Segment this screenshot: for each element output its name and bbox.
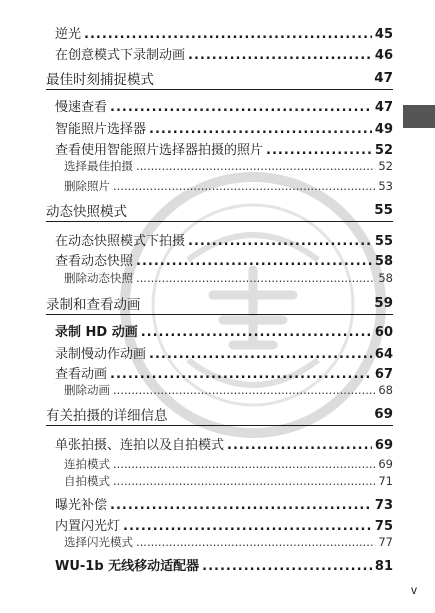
toc-entry[interactable] (55, 23, 393, 42)
toc-subentry[interactable] (64, 178, 393, 194)
entry-page-number: 47 (374, 99, 393, 115)
entry-title: 逆光 (55, 26, 82, 42)
toc-entry[interactable] (55, 363, 393, 382)
entry-page-number: 81 (374, 558, 393, 574)
toc-entry[interactable] (55, 321, 393, 340)
section-page-number: 47 (374, 70, 393, 86)
toc-subentry[interactable] (64, 534, 393, 550)
toc-entry[interactable] (55, 96, 393, 115)
section-page-number: 69 (374, 406, 393, 422)
entry-page-number: 58 (378, 270, 393, 285)
toc-subentry[interactable] (64, 382, 393, 398)
entry-title: 单张拍摄、连拍以及自拍模式 (55, 437, 225, 453)
toc-entry[interactable] (55, 44, 393, 63)
entry-page-number: 53 (378, 178, 393, 193)
dot-leader (84, 27, 372, 42)
entry-page-number: 69 (378, 456, 393, 471)
toc-subentry[interactable] (64, 158, 393, 174)
entry-page-number: 73 (374, 497, 393, 513)
entry-page-number: 60 (374, 324, 393, 340)
entry-title: WU-1b 无线移动适配器 (55, 558, 200, 574)
section-title: 动态快照模式 (46, 204, 127, 220)
entry-page-number: 52 (374, 142, 393, 158)
section-title: 录制和查看动画 (46, 297, 141, 313)
dot-leader (113, 383, 375, 397)
entry-title: 在动态快照模式下拍摄 (55, 233, 186, 249)
section-title: 有关拍摄的详细信息 (46, 408, 168, 424)
dot-leader (110, 100, 372, 115)
dot-leader (149, 122, 372, 137)
entry-title: 删除动态快照 (64, 270, 133, 285)
toc-entry[interactable] (55, 230, 393, 249)
section-page-number: 59 (374, 295, 393, 311)
entry-title: 连拍模式 (64, 456, 110, 471)
entry-title: 录制 HD 动画 (55, 324, 138, 340)
section-heading[interactable] (46, 402, 393, 426)
entry-page-number: 52 (378, 158, 393, 173)
dot-leader (123, 519, 372, 534)
dot-leader (136, 271, 375, 285)
section-heading[interactable] (46, 291, 393, 315)
entry-page-number: 64 (374, 346, 393, 362)
entry-page-number: 75 (374, 518, 393, 534)
entry-title: 录制慢动作动画 (55, 346, 147, 362)
toc-entry[interactable] (55, 434, 393, 453)
entry-page-number: 46 (374, 47, 393, 63)
page-number: v (411, 583, 417, 597)
toc-entry[interactable] (55, 139, 393, 158)
entry-title: 自拍模式 (64, 473, 110, 488)
entry-page-number: 77 (378, 534, 393, 549)
dot-leader (188, 234, 372, 249)
entry-title: 选择最佳拍摄 (64, 158, 133, 173)
dot-leader (110, 367, 372, 382)
entry-page-number: 69 (374, 437, 393, 453)
section-underline (46, 425, 393, 426)
entry-title: 删除动画 (64, 382, 110, 397)
dot-leader (113, 457, 375, 471)
dot-leader (110, 498, 372, 513)
entry-title: 在创意模式下录制动画 (55, 47, 186, 63)
entry-page-number: 58 (374, 253, 393, 269)
entry-page-number: 45 (374, 26, 393, 42)
toc-subentry[interactable] (64, 456, 393, 472)
section-heading[interactable] (46, 198, 393, 222)
section-underline (46, 89, 393, 90)
dot-leader (113, 179, 375, 193)
entry-page-number: 67 (374, 366, 393, 382)
dot-leader (188, 48, 372, 63)
section-heading[interactable] (46, 66, 393, 90)
entry-title: 查看使用智能照片选择器拍摄的照片 (55, 142, 264, 158)
section-page-number: 55 (374, 202, 393, 218)
entry-title: 内置闪光灯 (55, 518, 121, 534)
entry-page-number: 49 (374, 121, 393, 137)
dot-leader (149, 347, 372, 362)
entry-title: 选择闪光模式 (64, 534, 133, 549)
toc-entry[interactable] (55, 250, 393, 269)
entry-title: 查看动态快照 (55, 253, 134, 269)
dot-leader (113, 474, 375, 488)
entry-title: 查看动画 (55, 366, 108, 382)
toc-entry[interactable] (55, 494, 393, 513)
dot-leader (227, 438, 372, 453)
entry-title: 曝光补偿 (55, 497, 108, 513)
entry-page-number: 71 (378, 473, 393, 488)
entry-title: 删除照片 (64, 178, 110, 193)
section-underline (46, 221, 393, 222)
dot-leader (136, 159, 375, 173)
chapter-tab-marker (403, 105, 435, 128)
entry-title: 慢速查看 (55, 99, 108, 115)
dot-leader (266, 143, 372, 158)
entry-title: 智能照片选择器 (55, 121, 147, 137)
toc-entry[interactable] (55, 555, 393, 574)
dot-leader (136, 254, 372, 269)
toc-subentry[interactable] (64, 473, 393, 489)
toc-entry[interactable] (55, 515, 393, 534)
entry-page-number: 68 (378, 382, 393, 397)
toc-entry[interactable] (55, 343, 393, 362)
dot-leader (136, 535, 375, 549)
toc-entry[interactable] (55, 118, 393, 137)
dot-leader (202, 559, 372, 574)
toc-subentry[interactable] (64, 270, 393, 286)
dot-leader (141, 325, 372, 340)
entry-page-number: 55 (374, 233, 393, 249)
section-underline (46, 314, 393, 315)
section-title: 最佳时刻捕捉模式 (46, 72, 154, 88)
